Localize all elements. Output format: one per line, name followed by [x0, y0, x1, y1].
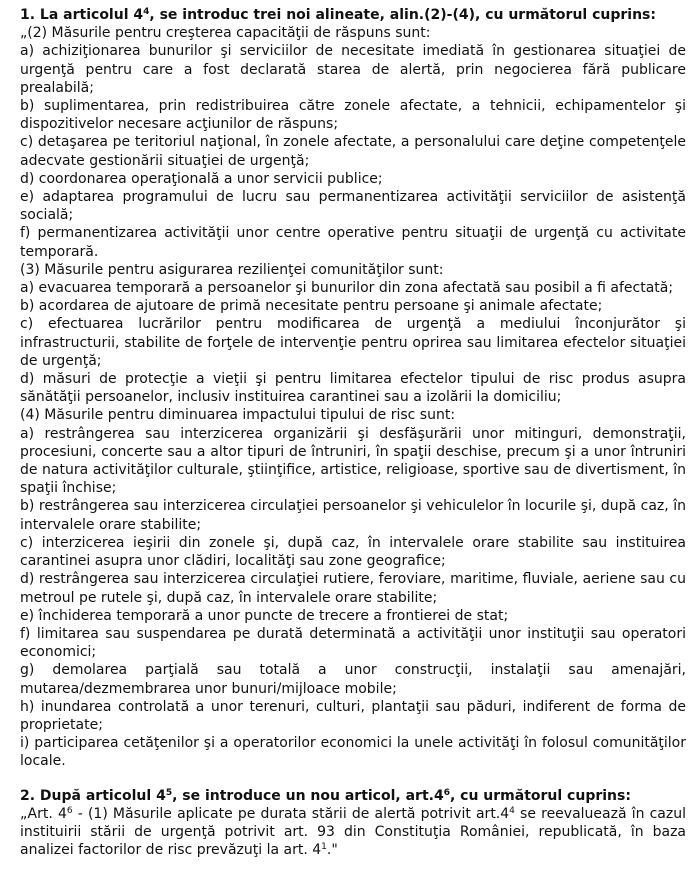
paragraph: c) interzicerea ieşirii din zonele şi, după caz, în intervalele orare stabilite sau instituirea carantinei asupra unor clădiri, localităţi sau zone geografice;: [20, 534, 686, 570]
paragraph: a) restrângerea sau interzicerea organizării şi desfăşurării unor mitinguri, demonstraţii, procesiuni, concerte sau a altor tipuri de întruniri, în spaţii deschise, precum şi a unor întruniri de natura activităţilor culturale, ştiinţifice, artistice, religioase, sportive sau de divertisment, în spaţii închise;: [20, 425, 686, 497]
paragraph: c) detaşarea pe teritoriul naţional, în zonele afectate, a personalului care deţine competenţele adecvate gestionării situaţiei de urgenţă;: [20, 134, 686, 169]
paragraph: b) suplimentarea, prin redistribuirea către zonele afectate, a tehnicii, echipamentelor şi dispozitivelor necesare acţiunilor de răspuns;: [20, 98, 686, 133]
paragraph: b) restrângerea sau interzicerea circulaţiei persoanelor şi vehiculelor în locurile şi, după caz, în intervalele orare stabilite;: [20, 498, 686, 533]
paragraph: d) măsuri de protecţie a vieţii şi pentru limitarea efectelor tipului de risc produs asupra sănătăţii persoanelor, inclusiv instituirea carantinei sau a izolării la domiciliu;: [20, 371, 686, 406]
paragraph: f) limitarea sau suspendarea pe durată determinată a activităţii unor instituţii sau operatori economici;: [20, 625, 686, 661]
section-1-heading: 1. La articolul $4^4$, se introduc trei noi alineate, alin.(2)-(4), cu următorul cuprins:: [20, 7, 656, 23]
paragraph: c) efectuarea lucrărilor pentru modificarea de urgenţă a mediului înconjurător şi infrastructurii, stabilite de forţele de intervenţie pentru oprirea sau limitarea efectelor situaţiei de urgenţă;: [20, 316, 686, 369]
paragraph: d) coordonarea operaţională a unor servicii publice;: [20, 170, 383, 187]
section-gap: [20, 771, 686, 787]
paragraph: f) permanentizarea activităţii unor centre operative pentru situaţii de urgenţă cu activitate temporară.: [20, 225, 686, 260]
paragraph: „(2) Măsurile pentru creşterea capacităţii de răspuns sunt:: [20, 25, 431, 42]
paragraph: (3) Măsurile pentru asigurarea rezilienţei comunităţilor sunt:: [20, 261, 444, 278]
paragraph: (4) Măsurile pentru diminuarea impactului tipului de risc sunt:: [20, 407, 456, 424]
section-2-heading: 2. După articolul $4^5$, se introduce un nou articol, $art.4^6$, cu următorul cuprins:: [20, 787, 631, 804]
paragraph: i) participarea cetăţenilor şi a operatorilor economici la unele activităţi în folosul comunităţilor locale.: [20, 735, 686, 770]
paragraph: a) achiziţionarea bunurilor şi serviciilor de necesitate imediată în gestionarea situaţiei de urgenţă pentru care a fost declarată starea de alertă, prin negocierea fără publicare prealabilă;: [20, 43, 686, 96]
paragraph: d) restrângerea sau interzicerea circulaţiei rutiere, feroviare, maritime, fluviale, aeriene sau cu metroul pe rutele şi, după caz, în intervalele orare stabilite;: [20, 571, 686, 606]
paragraph: a) evacuarea temporară a persoanelor şi bunurilor din zona afectată sau posibil a fi afectată;: [20, 280, 674, 297]
section-1-body: [20, 24, 686, 770]
paragraph: g) demolarea parţială sau totală a unor construcţii, instalaţii sau amenajări, mutarea/dezmembrarea unor bunuri/mijloace mobile;: [20, 662, 686, 697]
section-2-body: „Art. $4^6 - (1)$ Măsurile aplicate pe durata stării de alertă potrivit $art.4^4$ se reevaluează în cazul instituirii stării de urgenţă potrivit art. 93 din Constituţia României, republicată, în baza analizei factorilor de risc prevăzuţi la art. $4^1$.": [20, 805, 686, 859]
paragraph: b) acordarea de ajutoare de primă necesitate pentru persoane şi animale afectate;: [20, 298, 603, 315]
paragraph: e) închiderea temporară a unor puncte de trecere a frontierei de stat;: [20, 607, 509, 624]
paragraph: h) inundarea controlată a unor terenuri, culturi, plantaţii sau păduri, indiferent de forma de proprietate;: [20, 698, 686, 733]
paragraph: e) adaptarea programului de lucru sau permanentizarea activităţii serviciilor de asistenţă socială;: [20, 189, 686, 224]
